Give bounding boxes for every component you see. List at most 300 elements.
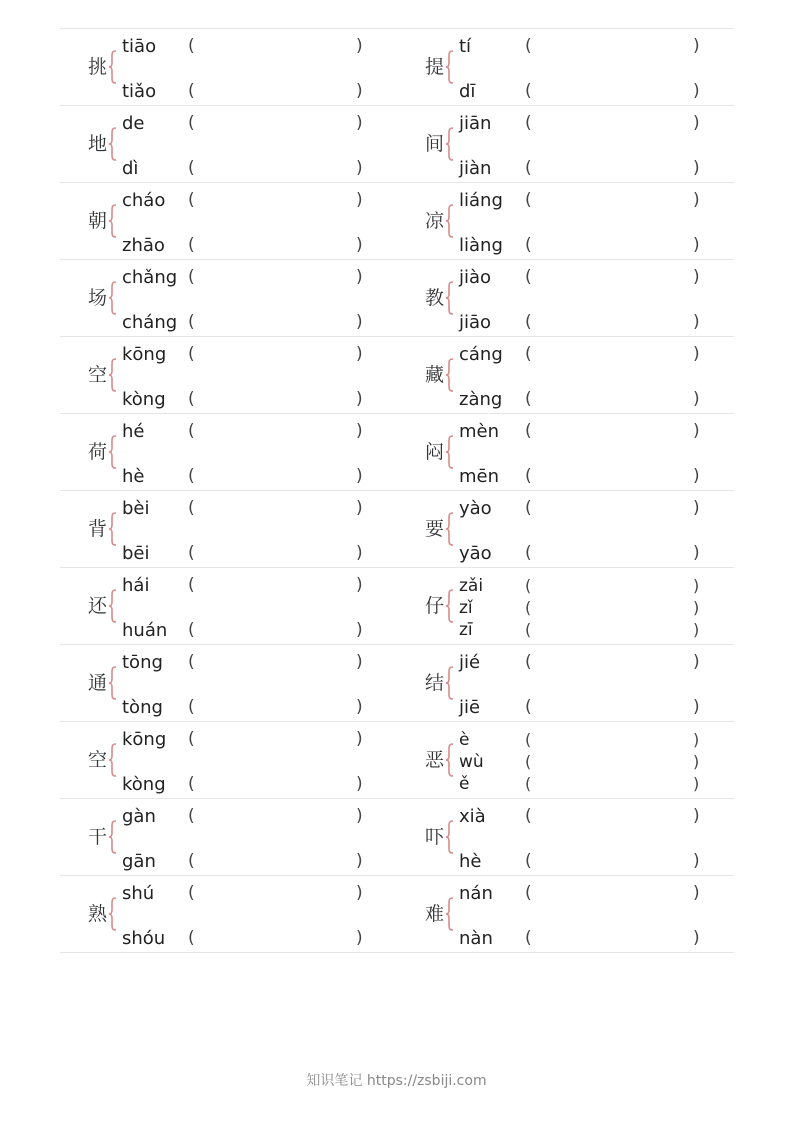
curly-brace-icon xyxy=(108,820,118,854)
pinyin-text: jiān xyxy=(459,113,492,134)
worksheet-row xyxy=(60,876,734,953)
answer-open-paren: ( xyxy=(188,389,195,409)
pinyin-reading xyxy=(459,752,729,774)
pinyin-text: zàng xyxy=(459,389,503,410)
pinyin-reading xyxy=(459,498,729,520)
pinyin-reading xyxy=(122,36,392,58)
hanzi-character: 熟 xyxy=(88,903,108,925)
worksheet-row xyxy=(60,183,734,260)
answer-open-paren: ( xyxy=(525,598,532,617)
pinyin-reading xyxy=(459,113,729,135)
answer-close-paren: ) xyxy=(356,421,363,441)
worksheet-row xyxy=(60,799,734,876)
hanzi-character: 还 xyxy=(88,595,108,617)
pinyin-text: xià xyxy=(459,806,486,827)
answer-close-paren: ) xyxy=(356,235,363,255)
pinyin-reading xyxy=(122,697,392,719)
pinyin-reading xyxy=(459,344,729,366)
curly-brace-icon xyxy=(445,743,455,777)
answer-open-paren: ( xyxy=(525,389,532,409)
answer-open-paren: ( xyxy=(525,620,532,639)
polyphone-entry xyxy=(60,183,397,259)
curly-brace-icon xyxy=(445,435,455,469)
answer-open-paren: ( xyxy=(525,267,532,287)
answer-open-paren: ( xyxy=(525,190,532,210)
answer-close-paren: ) xyxy=(693,344,700,364)
polyphone-entry xyxy=(60,645,397,721)
answer-close-paren: ) xyxy=(356,113,363,133)
curly-brace-icon xyxy=(108,435,118,469)
curly-brace-icon xyxy=(108,358,118,392)
pinyin-reading xyxy=(122,344,392,366)
pinyin-text: hái xyxy=(122,575,150,596)
pinyin-reading xyxy=(122,806,392,828)
pinyin-readings xyxy=(459,799,729,875)
answer-close-paren: ) xyxy=(693,36,700,56)
pinyin-text: shóu xyxy=(122,928,166,949)
answer-close-paren: ) xyxy=(693,883,700,903)
polyphone-entry xyxy=(60,260,397,336)
polyphone-entry xyxy=(397,337,734,413)
answer-open-paren: ( xyxy=(525,576,532,595)
pinyin-readings xyxy=(122,491,392,567)
answer-close-paren: ) xyxy=(356,774,363,794)
polyphone-entry xyxy=(397,491,734,567)
pinyin-text: tòng xyxy=(122,697,163,718)
pinyin-text: yāo xyxy=(459,543,492,564)
pinyin-text: nán xyxy=(459,883,493,904)
pinyin-reading xyxy=(459,190,729,212)
answer-open-paren: ( xyxy=(188,344,195,364)
answer-open-paren: ( xyxy=(525,652,532,672)
answer-open-paren: ( xyxy=(188,575,195,595)
answer-close-paren: ) xyxy=(693,598,700,617)
pinyin-readings xyxy=(459,491,729,567)
hanzi-character: 通 xyxy=(88,672,108,694)
pinyin-readings xyxy=(459,722,729,798)
pinyin-reading xyxy=(459,697,729,719)
answer-open-paren: ( xyxy=(525,81,532,101)
pinyin-reading xyxy=(459,36,729,58)
answer-close-paren: ) xyxy=(693,267,700,287)
hanzi-character: 地 xyxy=(88,133,108,155)
pinyin-reading xyxy=(122,81,392,103)
answer-open-paren: ( xyxy=(525,883,532,903)
pinyin-text: jiāo xyxy=(459,312,492,333)
pinyin-text: kòng xyxy=(122,774,166,795)
answer-close-paren: ) xyxy=(693,158,700,178)
pinyin-readings xyxy=(122,106,392,182)
answer-open-paren: ( xyxy=(525,851,532,871)
answer-open-paren: ( xyxy=(525,421,532,441)
answer-open-paren: ( xyxy=(188,421,195,441)
pinyin-readings xyxy=(122,183,392,259)
pinyin-text: bēi xyxy=(122,543,150,564)
answer-close-paren: ) xyxy=(356,81,363,101)
pinyin-reading xyxy=(122,421,392,443)
answer-close-paren: ) xyxy=(356,575,363,595)
curly-brace-icon xyxy=(445,281,455,315)
answer-close-paren: ) xyxy=(693,235,700,255)
pinyin-readings xyxy=(122,414,392,490)
answer-open-paren: ( xyxy=(188,158,195,178)
hanzi-character: 仔 xyxy=(425,595,445,617)
answer-open-paren: ( xyxy=(188,620,195,640)
answer-open-paren: ( xyxy=(525,466,532,486)
pinyin-reading xyxy=(459,928,729,950)
hanzi-character: 结 xyxy=(425,672,445,694)
pinyin-text: ě xyxy=(459,774,470,794)
pinyin-reading xyxy=(122,652,392,674)
pinyin-readings xyxy=(122,722,392,798)
answer-open-paren: ( xyxy=(525,774,532,793)
pinyin-reading xyxy=(122,883,392,905)
answer-open-paren: ( xyxy=(525,752,532,771)
answer-close-paren: ) xyxy=(693,620,700,639)
pinyin-readings xyxy=(122,29,392,105)
pinyin-text: kōng xyxy=(122,344,167,365)
curly-brace-icon xyxy=(445,127,455,161)
hanzi-character: 背 xyxy=(88,518,108,540)
answer-open-paren: ( xyxy=(525,158,532,178)
pinyin-readings xyxy=(122,799,392,875)
polyphone-entry xyxy=(60,722,397,798)
answer-open-paren: ( xyxy=(188,113,195,133)
answer-open-paren: ( xyxy=(188,928,195,948)
answer-open-paren: ( xyxy=(188,543,195,563)
answer-close-paren: ) xyxy=(693,190,700,210)
pinyin-text: nàn xyxy=(459,928,493,949)
polyphone-entry xyxy=(60,491,397,567)
polyphone-entry xyxy=(60,414,397,490)
answer-close-paren: ) xyxy=(693,466,700,486)
pinyin-readings xyxy=(459,106,729,182)
polyphone-entry xyxy=(397,106,734,182)
curly-brace-icon xyxy=(445,820,455,854)
pinyin-reading xyxy=(122,466,392,488)
pinyin-text: hé xyxy=(122,421,145,442)
hanzi-character: 提 xyxy=(425,56,445,78)
pinyin-text: chǎng xyxy=(122,267,178,288)
polyphone-entry xyxy=(397,568,734,644)
pinyin-reading xyxy=(122,851,392,873)
pinyin-text: tí xyxy=(459,36,472,57)
pinyin-text: dì xyxy=(122,158,139,179)
answer-open-paren: ( xyxy=(188,81,195,101)
hanzi-character: 场 xyxy=(88,287,108,309)
pinyin-text: tiǎo xyxy=(122,81,157,102)
hanzi-character: 难 xyxy=(425,903,445,925)
answer-open-paren: ( xyxy=(525,36,532,56)
answer-close-paren: ) xyxy=(356,36,363,56)
pinyin-reading xyxy=(459,312,729,334)
pinyin-text: kōng xyxy=(122,729,167,750)
pinyin-reading xyxy=(459,774,729,796)
answer-open-paren: ( xyxy=(525,235,532,255)
answer-open-paren: ( xyxy=(525,113,532,133)
answer-open-paren: ( xyxy=(188,190,195,210)
worksheet-row xyxy=(60,260,734,337)
pinyin-text: kòng xyxy=(122,389,166,410)
pinyin-readings xyxy=(122,337,392,413)
curly-brace-icon xyxy=(445,589,455,623)
curly-brace-icon xyxy=(108,281,118,315)
pinyin-reading xyxy=(122,389,392,411)
curly-brace-icon xyxy=(108,512,118,546)
pinyin-text: jiào xyxy=(459,267,492,288)
answer-close-paren: ) xyxy=(693,652,700,672)
pinyin-text: mèn xyxy=(459,421,500,442)
pinyin-reading xyxy=(459,235,729,257)
pinyin-text: cáng xyxy=(459,344,503,365)
pinyin-reading xyxy=(122,113,392,135)
pinyin-reading xyxy=(459,652,729,674)
answer-close-paren: ) xyxy=(693,851,700,871)
answer-open-paren: ( xyxy=(525,730,532,749)
answer-close-paren: ) xyxy=(356,466,363,486)
pinyin-text: zhāo xyxy=(122,235,165,256)
answer-open-paren: ( xyxy=(188,806,195,826)
pinyin-text: gàn xyxy=(122,806,156,827)
pinyin-text: jié xyxy=(459,652,481,673)
answer-close-paren: ) xyxy=(693,543,700,563)
answer-open-paren: ( xyxy=(188,267,195,287)
pinyin-text: bèi xyxy=(122,498,150,519)
pinyin-readings xyxy=(459,645,729,721)
curly-brace-icon xyxy=(445,897,455,931)
answer-close-paren: ) xyxy=(356,652,363,672)
polyphone-entry xyxy=(60,799,397,875)
answer-open-paren: ( xyxy=(188,36,195,56)
worksheet-row xyxy=(60,645,734,722)
pinyin-readings xyxy=(122,568,392,644)
curly-brace-icon xyxy=(445,512,455,546)
polyphone-entry xyxy=(397,414,734,490)
answer-open-paren: ( xyxy=(525,543,532,563)
pinyin-text: dī xyxy=(459,81,476,102)
polyphone-entry xyxy=(397,876,734,952)
curly-brace-icon xyxy=(108,589,118,623)
answer-close-paren: ) xyxy=(693,928,700,948)
pinyin-text: tiāo xyxy=(122,36,157,57)
pinyin-text: tōng xyxy=(122,652,163,673)
pinyin-reading xyxy=(122,190,392,212)
curly-brace-icon xyxy=(108,127,118,161)
polyphone-entry xyxy=(60,568,397,644)
pinyin-text: hè xyxy=(122,466,145,487)
pinyin-readings xyxy=(459,876,729,952)
hanzi-character: 空 xyxy=(88,749,108,771)
worksheet-row xyxy=(60,106,734,183)
answer-close-paren: ) xyxy=(356,543,363,563)
pinyin-readings xyxy=(459,337,729,413)
answer-open-paren: ( xyxy=(188,851,195,871)
pinyin-text: zǎi xyxy=(459,576,484,596)
hanzi-character: 间 xyxy=(425,133,445,155)
pinyin-reading xyxy=(459,466,729,488)
pinyin-readings xyxy=(122,645,392,721)
answer-close-paren: ) xyxy=(356,697,363,717)
pinyin-reading xyxy=(122,235,392,257)
polyphone-entry xyxy=(397,799,734,875)
worksheet-row xyxy=(60,29,734,106)
polyphone-entry xyxy=(397,29,734,105)
answer-close-paren: ) xyxy=(693,312,700,332)
pinyin-readings xyxy=(459,29,729,105)
answer-close-paren: ) xyxy=(356,267,363,287)
curly-brace-icon xyxy=(108,204,118,238)
answer-close-paren: ) xyxy=(693,774,700,793)
footer-watermark: 知识笔记 https://zsbiji.com xyxy=(306,1073,487,1089)
pinyin-reading xyxy=(459,81,729,103)
pinyin-reading xyxy=(459,598,729,620)
polyphone-entry xyxy=(60,106,397,182)
answer-open-paren: ( xyxy=(188,652,195,672)
pinyin-reading xyxy=(122,543,392,565)
pinyin-text: jiē xyxy=(459,697,481,718)
answer-open-paren: ( xyxy=(188,498,195,518)
answer-close-paren: ) xyxy=(356,883,363,903)
curly-brace-icon xyxy=(108,743,118,777)
pinyin-reading xyxy=(122,158,392,180)
answer-close-paren: ) xyxy=(693,498,700,518)
pinyin-text: wù xyxy=(459,752,484,772)
pinyin-text: liàng xyxy=(459,235,503,256)
answer-close-paren: ) xyxy=(356,498,363,518)
pinyin-text: cháng xyxy=(122,312,178,333)
answer-open-paren: ( xyxy=(188,235,195,255)
pinyin-reading xyxy=(122,498,392,520)
hanzi-character: 空 xyxy=(88,364,108,386)
pinyin-reading xyxy=(459,851,729,873)
worksheet-row xyxy=(60,722,734,799)
pinyin-text: huán xyxy=(122,620,168,641)
hanzi-character: 要 xyxy=(425,518,445,540)
curly-brace-icon xyxy=(445,666,455,700)
answer-open-paren: ( xyxy=(188,312,195,332)
pinyin-reading xyxy=(459,267,729,289)
pinyin-reading xyxy=(459,421,729,443)
answer-close-paren: ) xyxy=(356,928,363,948)
answer-close-paren: ) xyxy=(356,851,363,871)
hanzi-character: 吓 xyxy=(425,826,445,848)
hanzi-character: 教 xyxy=(425,287,445,309)
pinyin-reading xyxy=(122,928,392,950)
answer-open-paren: ( xyxy=(525,928,532,948)
answer-close-paren: ) xyxy=(356,158,363,178)
polyphone-worksheet xyxy=(60,28,734,953)
pinyin-readings xyxy=(122,260,392,336)
pinyin-text: yào xyxy=(459,498,492,519)
answer-open-paren: ( xyxy=(188,466,195,486)
answer-open-paren: ( xyxy=(525,312,532,332)
answer-close-paren: ) xyxy=(356,190,363,210)
answer-close-paren: ) xyxy=(693,576,700,595)
answer-open-paren: ( xyxy=(188,883,195,903)
pinyin-readings xyxy=(459,260,729,336)
pinyin-reading xyxy=(459,730,729,752)
answer-close-paren: ) xyxy=(693,389,700,409)
answer-open-paren: ( xyxy=(525,806,532,826)
pinyin-reading xyxy=(459,389,729,411)
curly-brace-icon xyxy=(445,204,455,238)
answer-close-paren: ) xyxy=(693,113,700,133)
worksheet-row xyxy=(60,337,734,414)
answer-close-paren: ) xyxy=(356,729,363,749)
pinyin-text: zī xyxy=(459,620,473,640)
curly-brace-icon xyxy=(108,666,118,700)
pinyin-reading xyxy=(459,158,729,180)
pinyin-reading xyxy=(122,774,392,796)
pinyin-text: de xyxy=(122,113,145,134)
polyphone-entry xyxy=(397,645,734,721)
answer-open-paren: ( xyxy=(525,344,532,364)
pinyin-reading xyxy=(122,575,392,597)
hanzi-character: 朝 xyxy=(88,210,108,232)
curly-brace-icon xyxy=(445,358,455,392)
hanzi-character: 藏 xyxy=(425,364,445,386)
worksheet-row xyxy=(60,414,734,491)
pinyin-readings xyxy=(459,183,729,259)
answer-close-paren: ) xyxy=(693,752,700,771)
pinyin-readings xyxy=(459,568,729,644)
hanzi-character: 挑 xyxy=(88,56,108,78)
answer-close-paren: ) xyxy=(693,697,700,717)
curly-brace-icon xyxy=(445,50,455,84)
pinyin-text: cháo xyxy=(122,190,166,211)
answer-close-paren: ) xyxy=(356,389,363,409)
answer-close-paren: ) xyxy=(356,344,363,364)
answer-close-paren: ) xyxy=(693,81,700,101)
pinyin-readings xyxy=(122,876,392,952)
hanzi-character: 凉 xyxy=(425,210,445,232)
pinyin-text: jiàn xyxy=(459,158,492,179)
answer-close-paren: ) xyxy=(693,421,700,441)
pinyin-text: mēn xyxy=(459,466,500,487)
hanzi-character: 干 xyxy=(88,826,108,848)
curly-brace-icon xyxy=(108,50,118,84)
answer-open-paren: ( xyxy=(525,697,532,717)
answer-close-paren: ) xyxy=(356,312,363,332)
hanzi-character: 荷 xyxy=(88,441,108,463)
answer-open-paren: ( xyxy=(188,697,195,717)
answer-close-paren: ) xyxy=(693,730,700,749)
curly-brace-icon xyxy=(108,897,118,931)
pinyin-reading xyxy=(459,576,729,598)
hanzi-character: 恶 xyxy=(425,749,445,771)
polyphone-entry xyxy=(397,260,734,336)
worksheet-row xyxy=(60,491,734,568)
worksheet-row xyxy=(60,568,734,645)
polyphone-entry xyxy=(60,337,397,413)
polyphone-entry xyxy=(397,722,734,798)
polyphone-entry xyxy=(60,876,397,952)
answer-close-paren: ) xyxy=(693,806,700,826)
pinyin-text: liáng xyxy=(459,190,503,211)
answer-close-paren: ) xyxy=(356,620,363,640)
answer-open-paren: ( xyxy=(525,498,532,518)
polyphone-entry xyxy=(60,29,397,105)
pinyin-text: hè xyxy=(459,851,482,872)
pinyin-reading xyxy=(459,883,729,905)
pinyin-text: è xyxy=(459,730,470,750)
pinyin-text: gān xyxy=(122,851,156,872)
pinyin-readings xyxy=(459,414,729,490)
answer-close-paren: ) xyxy=(356,806,363,826)
pinyin-reading xyxy=(459,620,729,642)
answer-open-paren: ( xyxy=(188,729,195,749)
answer-open-paren: ( xyxy=(188,774,195,794)
